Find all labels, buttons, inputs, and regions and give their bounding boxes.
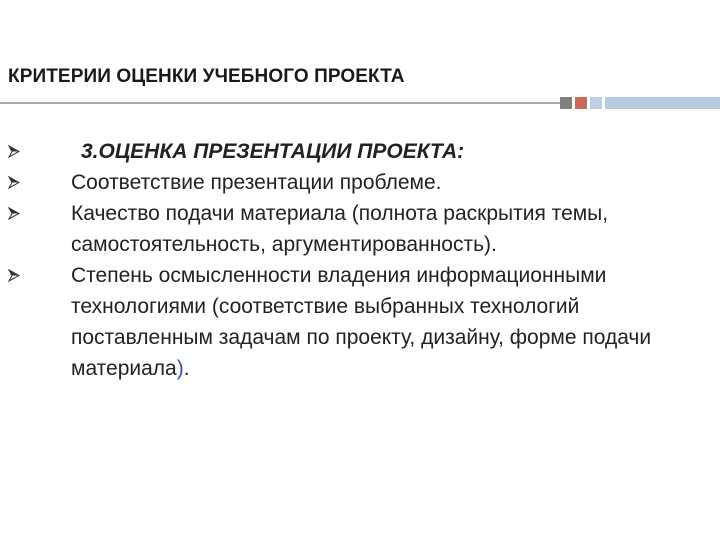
list-item [0, 136, 720, 167]
closing-paren: ) [176, 357, 184, 380]
list-item-text: Соответствие презентации проблеме. [71, 171, 442, 194]
divider-block-gray [560, 97, 572, 109]
bullet-list [0, 136, 720, 384]
divider-bar-blue [605, 97, 720, 109]
list-item [0, 198, 720, 260]
list-item-text [71, 260, 691, 384]
slide-title: КРИТЕРИИ ОЦЕНКИ УЧЕБНОГО ПРОЕКТА [8, 66, 405, 87]
list-item-text: Качество подачи материала (полнота раскрытия темы, самостоятельность, аргументированность). [71, 202, 609, 256]
title-divider [0, 97, 720, 109]
list-item [0, 260, 720, 384]
divider-line [0, 102, 560, 104]
arrow-bullet-icon [8, 269, 20, 282]
arrow-bullet-icon [8, 207, 20, 220]
list-item [0, 167, 720, 198]
arrow-bullet-icon [8, 145, 20, 158]
divider-block-blue [590, 97, 602, 109]
divider-block-red [575, 97, 587, 109]
list-item-text: 3.ОЦЕНКА ПРЕЗЕНТАЦИИ ПРОЕКТА: [81, 140, 465, 163]
arrow-bullet-icon [8, 176, 20, 189]
closing-period: . [183, 357, 190, 380]
list-item-text-main: Степень осмысленности владения информационными технологиями (соответствие выбранных технологий поставленным задачам по проекту, дизайну, форме подачи материала [71, 264, 652, 380]
